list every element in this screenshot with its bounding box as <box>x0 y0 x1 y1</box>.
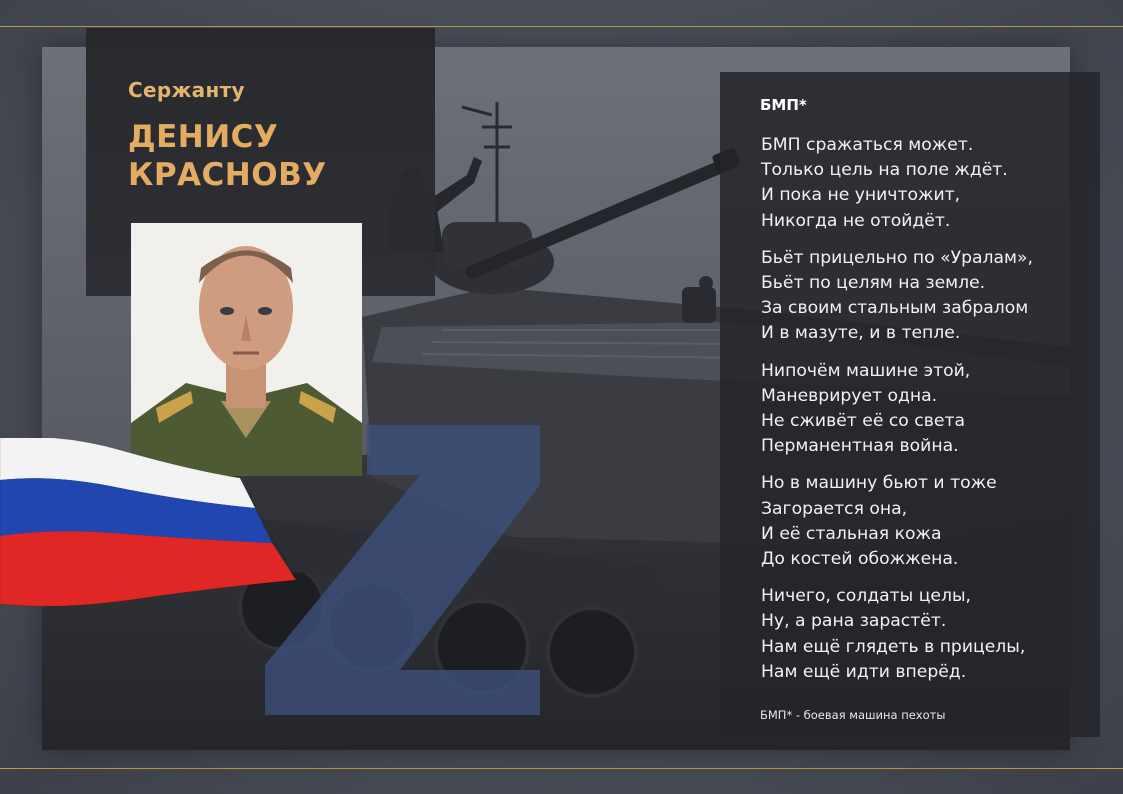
poem-line: Нам ещё глядеть в прицелы, <box>761 636 1026 657</box>
poem-line: И её стальная кожа <box>761 523 942 544</box>
poem-line: Ничего, солдаты целы, <box>761 586 972 607</box>
poem-line: Никогда не отойдёт. <box>761 210 951 231</box>
poem-title: БМП* <box>760 96 807 114</box>
poem-line: Но в машину бьют и тоже <box>761 473 997 494</box>
stanza-3 <box>761 359 1091 460</box>
poem-line: Перманентная война. <box>761 436 959 457</box>
poem-line: БМП сражаться может. <box>761 135 974 155</box>
russian-flag-icon <box>0 438 300 614</box>
poem-line: Только цель на поле ждёт. <box>761 160 1008 181</box>
poem-footnote: БМП* - боевая машина пехоты <box>760 708 946 722</box>
poem-line: И пока не уничтожит, <box>761 185 961 206</box>
poem-line: Загорается она, <box>761 498 908 519</box>
poem-line: И в мазуте, и в тепле. <box>761 323 961 344</box>
poem-line: До костей обожжена. <box>761 549 959 570</box>
stanza-1 <box>761 133 1091 234</box>
poem-line: Нипочём машине этой, <box>761 360 971 381</box>
poem-line: Бьёт прицельно по «Уралам», <box>761 247 1034 268</box>
stanza-2 <box>761 246 1091 347</box>
hero-name-line-1: ДЕНИСУ <box>128 119 279 155</box>
stanza-5 <box>761 584 1091 685</box>
poem-stanzas <box>761 133 1091 697</box>
poem-line: Бьёт по целям на земле. <box>761 273 986 294</box>
poem-line: Не сживёт её со света <box>761 411 965 432</box>
top-gold-divider <box>0 26 1123 27</box>
poem-line: Маневрирует одна. <box>761 385 938 406</box>
bottom-gold-divider <box>0 768 1123 769</box>
stanza-4 <box>761 471 1091 572</box>
hero-name <box>128 118 327 194</box>
poem-line: Ну, а рана зарастёт. <box>761 611 947 632</box>
hero-name-line-2: КРАСНОВУ <box>128 157 327 193</box>
poem-line: За своим стальным забралом <box>761 298 1029 319</box>
poem-line: Нам ещё идти вперёд. <box>761 661 967 682</box>
rank-label: Сержанту <box>128 78 245 102</box>
vehicle-barrel <box>472 162 732 272</box>
